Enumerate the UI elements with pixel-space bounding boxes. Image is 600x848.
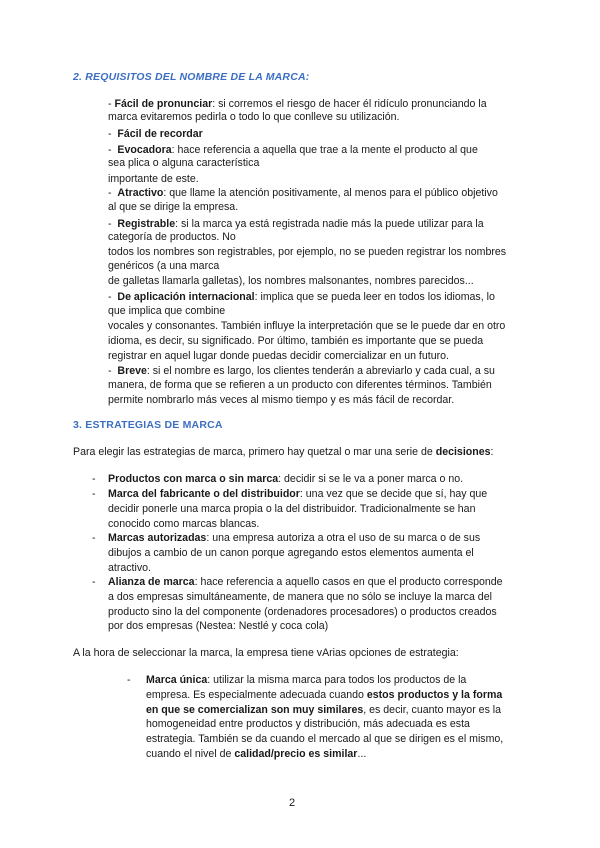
term: Atractivo xyxy=(117,187,164,199)
document-page: 2. REQUISITOS DEL NOMBRE DE LA MARCA: - Fácil de pronunciar: si corremos el riesgo de hacer él ridículo pronunciando la marca evitaremos pedirla o todo lo que conlleve su utilización. - Fácil de recordar - Evocadora: hace referencia a aquella que trae a la mente el producto al que sea plica o alguna característica importante de este. - Atractivo: que llame la atención positivamente, al menos para el público objetivo al que se dirige la empresa. - Registrable: si la marca ya está registrada nadie más la puede utilizar para la categoría de productos. No todos los nombres son registrables, por ejemplo, no se pueden registrar los nombres genéricos (a una marca de galletas llamarla galletas), los nombres malsonantes, nombres parecidos... - De aplicación internacional: implica que se pueda leer en todos los idiomas, lo que implica que combine vocales y consonantes. También influye la interpretación que se le puede dar en otro idioma, es decir, su significado. Por último, también es importante que se pueda registrar en aquel lugar donde puedas decidir comercializar en un futuro. - Breve: si el nombre es largo, los clientes tenderán a abreviarlo y cada cual, a su manera, de forma que se refieren a un producto con diferentes términos. También permite nombrarlo más veces al mismo tiempo y es más fácil de recordar. 3. ESTRATEGIAS DE MARCA Para elegir las estrategias de marca, primero hay quetzal o mar una serie de decisiones: - Productos con marca o sin marca: decidir si se le va a poner marca o no. - Marca del fabricante o del distribuidor: una vez que se decide que sí, hay que decidir ponerle una marca propia o la del distribuidor. Tradicionalmente se han conocido como marcas blancas. - Marcas autorizadas: una empresa autoriza a otra el uso de su marca o de sus dibujos a cambio de un canon porque agregando estos elementos aumenta el atractivo. - Alianza de marca: hace referencia a aquello casos en que el producto corresponde a dos empresas simultáneamente, de manera que no sólo se incluye la marca del producto sino la del componente (ordenadores procesadores) o productos creados por dos empresas (Nestea: Nestlé y coca cola) A la hora de seleccionar la marca, la empresa tiene vArias opciones de estrategia: - Marca única: utilizar la misma marca para todos los productos de la empresa. Es especialmente adecuada cuando estos productos y la forma en que se comercializan son muy similares, es decir, cuanto mayor es la homogeneidad entre productos y distribución, más adecuada es esta estrategia. También se da cuando el mercado al que se dirigen es el mismo, cuando el nivel de calidad/precio es similar... 2 xyxy=(73,71,507,809)
section-2-heading: 2. REQUISITOS DEL NOMBRE DE LA MARCA: xyxy=(73,71,310,83)
page-number: 2 xyxy=(289,797,296,809)
list-item: Marcas autorizadas: una empresa autoriza a otra el uso de su marca o de sus xyxy=(108,532,481,544)
list-item: - Registrable: si la marca ya está registrada nadie más la puede utilizar para la xyxy=(108,218,484,230)
term: Registrable xyxy=(117,218,176,230)
term: Fácil de pronunciar xyxy=(114,98,213,110)
strategy-options-intro: A la hora de seleccionar la marca, la empresa tiene vArias opciones de estrategia: xyxy=(73,647,459,659)
term: De aplicación internacional xyxy=(117,291,255,303)
list-item: - Fácil de recordar xyxy=(108,128,203,140)
section-3-heading: 3. ESTRATEGIAS DE MARCA xyxy=(73,419,223,431)
term: Productos con marca o sin marca xyxy=(108,473,279,485)
term: Marca del fabricante o del distribuidor xyxy=(108,488,300,500)
term: Evocadora xyxy=(117,144,172,156)
term: Marca única xyxy=(146,674,208,686)
list-item: - Atractivo: que llame la atención positivamente, al menos para el público objetivo xyxy=(108,187,498,199)
list-item: Marca del fabricante o del distribuidor: una vez que se decide que sí, hay que xyxy=(108,488,488,500)
section-3-intro: Para elegir las estrategias de marca, primero hay quetzal o mar una serie de decisiones: xyxy=(73,446,494,458)
list-item: - Breve: si el nombre es largo, los clientes tenderán a abreviarlo y cada cual, a su xyxy=(108,365,495,377)
list-item: Alianza de marca: hace referencia a aquello casos en que el producto corresponde xyxy=(108,576,503,588)
term: Marcas autorizadas xyxy=(108,532,207,544)
term: Breve xyxy=(117,365,147,377)
list-item: - Fácil de pronunciar: si corremos el riesgo de hacer él ridículo pronunciando la xyxy=(108,98,487,110)
list-item: Productos con marca o sin marca: decidir si se le va a poner marca o no. xyxy=(108,473,464,485)
term: Alianza de marca xyxy=(108,576,195,588)
term: Fácil de recordar xyxy=(117,128,203,140)
list-item: - Evocadora: hace referencia a aquella que trae a la mente el producto al que xyxy=(108,144,478,156)
list-item: - De aplicación internacional: implica que se pueda leer en todos los idiomas, lo xyxy=(108,291,495,303)
